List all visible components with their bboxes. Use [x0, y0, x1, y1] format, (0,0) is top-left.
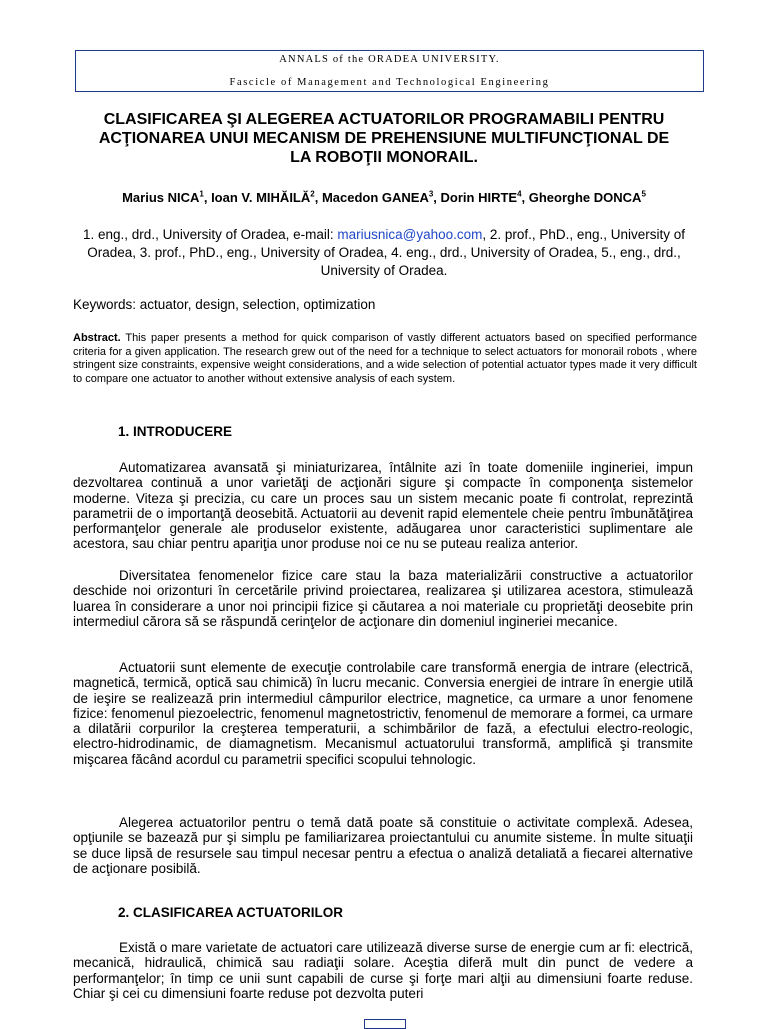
- journal-title: ANNALS of the ORADEA UNIVERSITY.: [279, 54, 500, 65]
- paragraph: Diversitatea fenomenelor fizice care stau la baza materializării constructive a actuatorilor deschide noi orizonturi în cercetările privind proiectarea, realizarea şi utilizarea acestora, stimulează luarea în considerare a unor noi principii fizice şi căutarea a noi materiale cu proprietăţi deosebite prin intermediul cărora să se răspundă cerinţelor de acţionare din domeniul ingineriei mecanice.: [73, 568, 693, 629]
- section-heading-classification: 2. CLASIFICAREA ACTUATORILOR: [118, 905, 343, 920]
- affiliations: [72, 226, 696, 280]
- author-index: 1: [199, 189, 204, 199]
- paragraph: Actuatorii sunt elemente de execuţie controlabile care transformă energia de intrare (electrică, magnetică, termică, optică sau chimică) în lucru mecanic. Conversia energiei de intrare în energie utilă de ieşire se realizează prin intermediul câmpurilor electrice, magnetice, ca urmare a unor fenomene fizice: fenomenul piezoelectric, fenomenul magnetostrictiv, fenomenul de memorare a formei, ca urmare a dilatării corpurilor la creşterea temperaturii, a schimbărilor de fază, a efectului electro-reologic, electro-hidrodinamic, de diamagnetism. Mecanismul actuatorului transformă, amplifică şi transmite mişcarea făcând acordul cu parametrii specifici scopului tehnologic.: [73, 660, 693, 767]
- author-index: 5: [641, 189, 646, 199]
- author-name: , Gheorghe DONCA: [521, 190, 642, 205]
- paragraph: Automatizarea avansată şi miniaturizarea, întâlnite azi în toate domeniile ingineriei, impun dezvoltarea continuă a unor varietăţi de acţionări sigure şi compacte în componenţa sistemelor moderne. Viteza şi precizia, cu care un proces sau un sistem mecanic poate fi controlat, reprezintă parametrii de o importanţă deosebită. Actuatorii au devenit rapid elementele cheie pentru îmbunătăţirea performanţelor generale ale produselor existente, adăugarea unor caracteristici suplimentare ale acestora, sau chiar pentru apariţia unor produse noi ce nu se puteau realiza anterior.: [73, 460, 693, 552]
- email-link[interactable]: mariusnica@yahoo.com: [337, 227, 483, 242]
- author-name: , Macedon GANEA: [314, 190, 429, 205]
- author-index: 4: [517, 189, 522, 199]
- keywords: Keywords: actuator, design, selection, optimization: [73, 297, 376, 312]
- affiliation-text: 1. eng., drd., University of Oradea, e-mail:: [83, 227, 338, 242]
- author-list: [90, 189, 678, 206]
- abstract-text: This paper presents a method for quick comparison of vastly different actuators based on specified performance criteria for a given application. The research grew out of the need for a technique to select actuators for monorail robots , where stringent size constraints, expensive weight considerations, and a wide selection of potential actuator types made it very difficult to compare one actuator to another without extensive analysis of each system.: [73, 332, 697, 385]
- journal-fascicle: Fascicle of Management and Technological Engineering: [229, 77, 550, 88]
- paragraph: Există o mare varietate de actuatori care utilizează diverse surse de energie cum ar fi: electrică, mecanică, hidraulică, chimică sau radiaţii solare. Aceştia diferă mult din punct de vedere a performanţelor; în timp ce unii sunt capabili de curse şi forţe mari alţii au dimensiuni foarte reduse. Chiar şi cei cu dimensiuni foarte reduse pot dezvolta puteri: [73, 940, 693, 1001]
- author-name: Marius NICA: [122, 190, 200, 205]
- abstract-label: Abstract.: [73, 332, 121, 344]
- author-name: , Ioan V. MIHĂILĂ: [203, 190, 311, 205]
- paper-title: CLASIFICAREA ŞI ALEGEREA ACTUATORILOR PROGRAMABILI PENTRU ACŢIONAREA UNUI MECANISM DE PREHENSIUNE MULTIFUNCŢIONAL DE LA ROBOŢII MONORAIL.: [98, 111, 670, 166]
- page-number-box: [364, 1019, 406, 1029]
- paragraph: Alegerea actuatorilor pentru o temă dată poate să constituie o activitate complexă. Adesea, opţiunile se bazează pur şi simplu pe familiarizarea proiectantului cu anumite sisteme. În multe situaţii se duce lipsă de resursele sau timpul necesar pentru a efectua o analiză detaliată a fiecarei alternative de acţionare posibilă.: [73, 815, 693, 876]
- section-heading-introduction: 1. INTRODUCERE: [118, 424, 233, 439]
- abstract: [73, 332, 697, 386]
- author-index: 2: [310, 189, 315, 199]
- author-index: 3: [428, 189, 434, 199]
- journal-header: [75, 50, 704, 92]
- author-name: , Dorin HIRTE: [433, 190, 518, 205]
- affiliation-text: , 2. prof., PhD., eng., University of Oradea, 3. prof., PhD., eng., University of Oradea, 4. eng., drd., University of Oradea, 5., eng., drd., University of Oradea.: [87, 227, 685, 278]
